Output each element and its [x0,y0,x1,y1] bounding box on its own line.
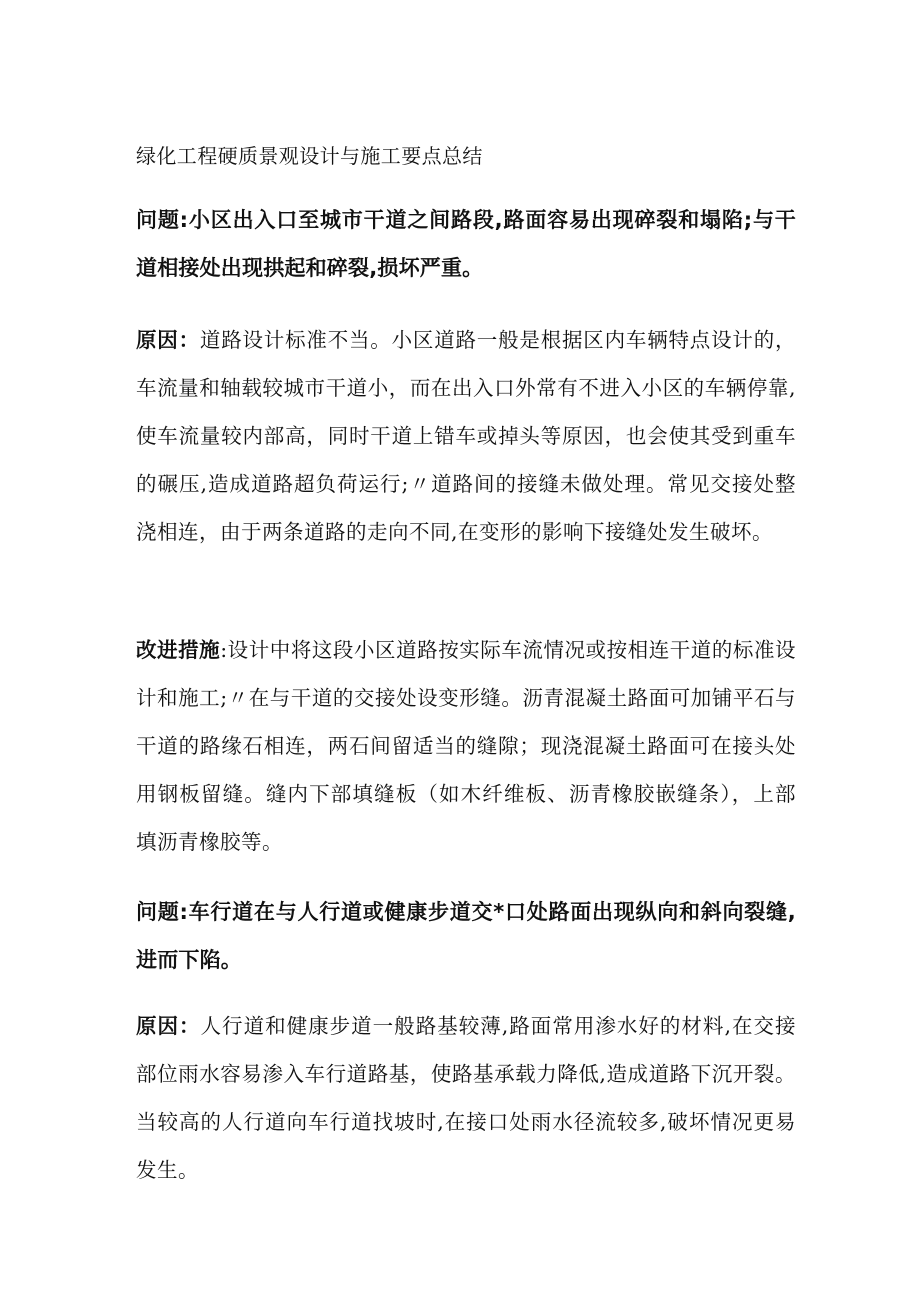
cause-label: 原因： [136,1014,201,1038]
problem-paragraph-1: 问题:小区出入口至城市干道之间路段,路面容易出现碎裂和塌陷;与干道相接处出现拱起和碎裂,损坏严重。 [136,208,796,280]
problem-paragraph-2: 问题:车行道在与人行道或健康步道交*口处路面出现纵向和斜向裂缝,进而下陷。 [136,900,796,972]
cause-label: 原因： [136,328,200,352]
document-title: 绿化工程硬质景观设计与施工要点总结 [136,144,483,168]
improvement-body: :设计中将这段小区道路按实际车流情况或按相连干道的标准设计和施工;〃在与干道的交接处设变形缝。沥青混凝土路面可加铺平石与干道的路缘石相连，两石间留适当的缝隙；现浇混凝土路面可在接头处用钢板留缝。缝内下部填缝板（如木纤维板、沥青橡胶嵌缝条），上部填沥青橡胶等。 [136,638,797,854]
improvement-label: 改进措施 [136,638,221,662]
cause-paragraph-2 [136,1002,796,1194]
improvement-paragraph [136,626,796,866]
cause-paragraph-1 [136,316,796,556]
cause-body: 道路设计标准不当。小区道路一般是根据区内车辆特点设计的，车流量和轴载较城市干道小，而在出入口外常有不进入小区的车辆停靠,使车流量较内部高，同时干道上错车或掉头等原因，也会使其受到重车的碾压,造成道路超负荷运行;〃道路间的接缝未做处理。常见交接处整浇相连，由于两条道路的走向不同,在变形的影响下接缝处发生破坏。 [136,328,797,544]
cause-body: 人行道和健康步道一般路基较薄,路面常用渗水好的材料,在交接部位雨水容易渗入车行道路基，使路基承载力降低,造成道路下沉开裂。当较高的人行道向车行道找坡时,在接口处雨水径流较多,破坏情况更易发生。 [136,1014,797,1182]
